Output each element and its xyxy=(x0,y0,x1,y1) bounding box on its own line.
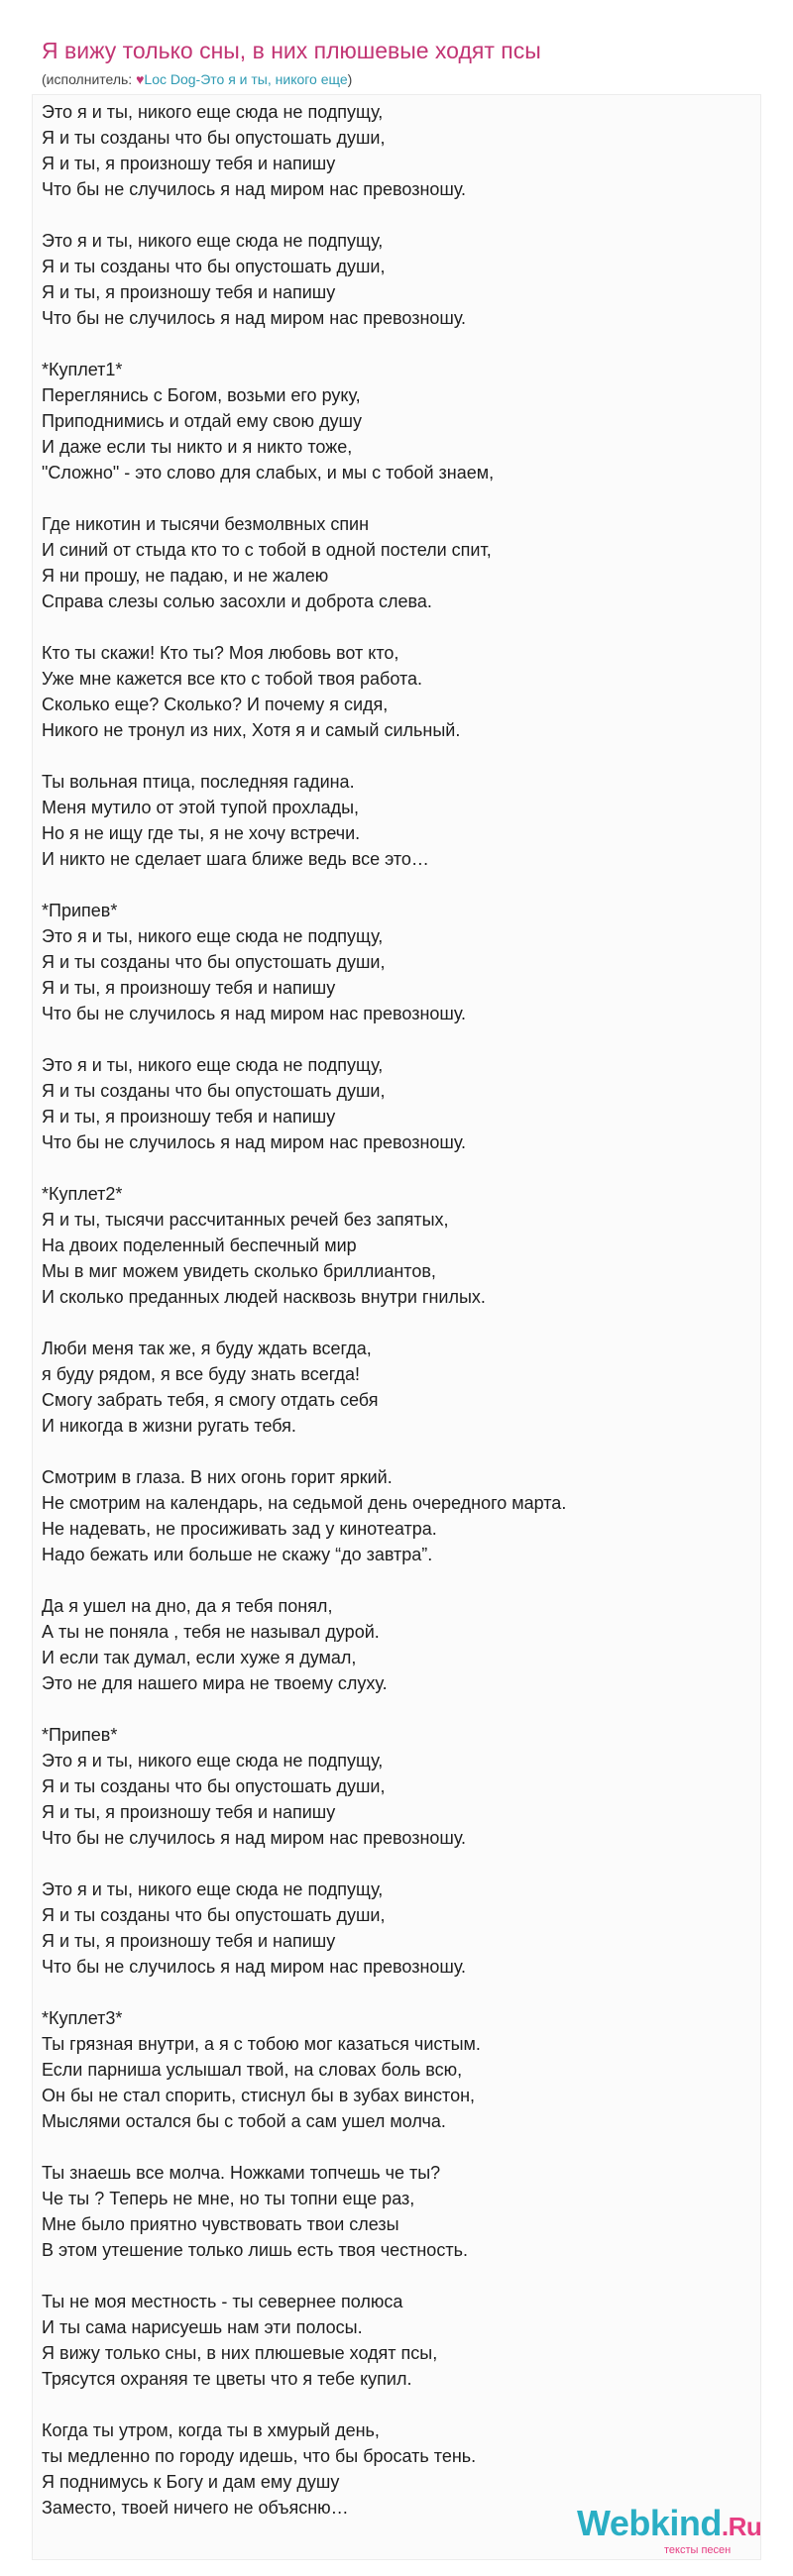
lyric-line: Мне было приятно чувствовать твои слезы xyxy=(42,2214,399,2234)
lyric-line: Что бы не случилось я над миром нас превозношу. xyxy=(42,308,467,328)
stanza-gap xyxy=(42,1980,755,2005)
lyric-line: Мы в миг можем увидеть сколько бриллиантов, xyxy=(42,1261,436,1281)
lyric-line: Я и ты, я произношу тебя и напишу xyxy=(42,978,336,998)
lyric-line: Я и ты, тысячи рассчитанных речей без запятых, xyxy=(42,1210,449,1230)
lyric-line: Я и ты, я произношу тебя и напишу xyxy=(42,282,336,302)
lyric-line: Люби меня так же, я буду ждать всегда, xyxy=(42,1339,372,1358)
lyric-line: Надо бежать или больше не скажу “до завтра”. xyxy=(42,1545,433,1564)
lyric-line: я буду рядом, я все буду знать всегда! xyxy=(42,1364,361,1384)
stanza-gap xyxy=(42,2263,755,2289)
lyric-line: Справа слезы солью засохли и доброта слева. xyxy=(42,591,432,611)
song-meta xyxy=(42,71,352,87)
lyric-line: *Припев* xyxy=(42,1725,118,1745)
lyric-line: Я и ты, я произношу тебя и напишу xyxy=(42,1107,336,1127)
meta-suffix: ) xyxy=(347,71,353,87)
lyric-line: Это не для нашего мира не твоему слуху. xyxy=(42,1673,388,1693)
stanza-gap xyxy=(42,1696,755,1722)
stanza-gap xyxy=(42,202,755,228)
lyric-line: Я и ты созданы что бы опустошать души, xyxy=(42,257,386,276)
lyric-line: Ты вольная птица, последняя гадина. xyxy=(42,772,355,792)
lyric-line: Я и ты, я произношу тебя и напишу xyxy=(42,154,336,173)
logo-wordmark xyxy=(577,2503,761,2544)
lyric-line: Уже мне кажется все кто с тобой твоя работа. xyxy=(42,669,423,689)
lyric-line: Заместо, твоей ничего не объясню… xyxy=(42,2498,349,2518)
stanza-gap xyxy=(42,1851,755,1877)
lyric-line: Я ни прошу, не падаю, и не жалею xyxy=(42,566,329,586)
lyric-line: Смотрим в глаза. В них огонь горит яркий. xyxy=(42,1467,393,1487)
stanza-gap xyxy=(42,485,755,511)
page-title: Я вижу только сны, в них плюшевые ходят псы xyxy=(42,38,541,63)
lyric-line: Да я ушел на дно, да я тебя понял, xyxy=(42,1596,333,1616)
lyric-line: И никто не сделает шага ближе ведь все это… xyxy=(42,849,429,869)
lyric-line: *Куплет3* xyxy=(42,2008,123,2028)
meta-prefix: (исполнитель: xyxy=(42,71,137,87)
lyric-line: *Куплет2* xyxy=(42,1184,123,1204)
lyric-line: В этом утешение только лишь есть твоя честность. xyxy=(42,2240,468,2260)
lyric-line: Я и ты созданы что бы опустошать души, xyxy=(42,1081,386,1101)
lyric-line: Ты не моя местность - ты севернее полюса xyxy=(42,2292,403,2311)
stanza-gap xyxy=(42,614,755,640)
lyric-line: Это я и ты, никого еще сюда не подпущу, xyxy=(42,231,384,251)
lyric-line: Ты знаешь все молча. Ножками топчешь че ты? xyxy=(42,2163,441,2183)
lyric-line: Что бы не случилось я над миром нас превозношу. xyxy=(42,1828,467,1848)
lyric-line: Что бы не случилось я над миром нас превозношу. xyxy=(42,1957,467,1977)
lyric-line: Приподнимись и отдай ему свою душу xyxy=(42,411,362,431)
lyric-line: Трясутся охраняя те цветы что я тебе купил. xyxy=(42,2369,412,2389)
stanza-gap xyxy=(42,1310,755,1336)
lyrics-text xyxy=(42,99,755,2521)
stanza-gap xyxy=(42,2134,755,2160)
lyric-line: Если парниша услышал твой, на словах боль всю, xyxy=(42,2060,463,2080)
lyric-line: Никого не тронул из них, Хотя я и самый сильный. xyxy=(42,720,461,740)
lyric-line: И никогда в жизни ругать тебя. xyxy=(42,1416,296,1436)
site-logo[interactable] xyxy=(577,2503,775,2562)
lyric-line: Где никотин и тысячи безмолвных спин xyxy=(42,514,370,534)
lyric-line: Это я и ты, никого еще сюда не подпущу, xyxy=(42,1751,384,1771)
lyric-line: И даже если ты никто и я никто тоже, xyxy=(42,437,353,457)
artist-link[interactable]: Loc Dog-Это я и ты, никого еще xyxy=(144,71,348,87)
logo-tld: .Ru xyxy=(721,2512,762,2541)
lyric-line: Мыслями остался бы с тобой а сам ушел молча. xyxy=(42,2111,446,2131)
lyric-line: А ты не поняла , тебя не называл дурой. xyxy=(42,1622,380,1642)
lyric-line: Я и ты созданы что бы опустошать души, xyxy=(42,1776,386,1796)
lyric-line: И ты сама нарисуешь нам эти полосы. xyxy=(42,2317,363,2337)
stanza-gap xyxy=(42,743,755,769)
stanza-gap xyxy=(42,1439,755,1464)
lyric-line: И сколько преданных людей насквозь внутри гнилых. xyxy=(42,1287,486,1307)
lyric-line: Ты грязная внутри, а я с тобою мог казаться чистым. xyxy=(42,2034,481,2054)
stanza-gap xyxy=(42,2392,755,2417)
lyric-line: Я и ты созданы что бы опустошать души, xyxy=(42,128,386,148)
lyric-line: Я и ты созданы что бы опустошать души, xyxy=(42,952,386,972)
lyric-line: Но я не ищу где ты, я не хочу встречи. xyxy=(42,823,361,843)
lyric-line: Что бы не случилось я над миром нас превозношу. xyxy=(42,1004,467,1023)
lyric-line: Не смотрим на календарь, на седьмой день очередного марта. xyxy=(42,1493,567,1513)
stanza-gap xyxy=(42,331,755,357)
lyric-line: Я и ты, я произношу тебя и напишу xyxy=(42,1931,336,1951)
heart-icon: ♥ xyxy=(136,71,145,87)
lyric-line: Я и ты созданы что бы опустошать души, xyxy=(42,1905,386,1925)
lyric-line: Это я и ты, никого еще сюда не подпущу, xyxy=(42,102,384,122)
lyric-line: И если так думал, если хуже я думал, xyxy=(42,1648,357,1667)
lyric-line: *Припев* xyxy=(42,901,118,920)
lyric-line: Я вижу только сны, в них плюшевые ходят псы, xyxy=(42,2343,438,2363)
lyric-line: Когда ты утром, когда ты в хмурый день, xyxy=(42,2420,380,2440)
lyric-line: Он бы не стал спорить, стиснул бы в зубах винстон, xyxy=(42,2086,476,2105)
lyric-line: Что бы не случилось я над миром нас превозношу. xyxy=(42,179,467,199)
lyric-line: Это я и ты, никого еще сюда не подпущу, xyxy=(42,1055,384,1075)
stanza-gap xyxy=(42,1567,755,1593)
lyric-line: Переглянись с Богом, возьми его руку, xyxy=(42,385,361,405)
lyric-line: Я и ты, я произношу тебя и напишу xyxy=(42,1802,336,1822)
lyric-line: Смогу забрать тебя, я смогу отдать себя xyxy=(42,1390,379,1410)
logo-name: Webkind xyxy=(577,2503,722,2543)
lyric-line: Это я и ты, никого еще сюда не подпущу, xyxy=(42,926,384,946)
lyric-line: Это я и ты, никого еще сюда не подпущу, xyxy=(42,1879,384,1899)
logo-tagline: тексты песен xyxy=(664,2544,732,2556)
lyric-line: Меня мутило от этой тупой прохлады, xyxy=(42,798,360,817)
lyric-line: Я поднимусь к Богу и дам ему душу xyxy=(42,2472,340,2492)
lyric-line: ты медленно по городу идешь, что бы бросать тень. xyxy=(42,2446,477,2466)
lyric-line: Не надевать, не просиживать зад у кинотеатра. xyxy=(42,1519,437,1539)
lyric-line: Что бы не случилось я над миром нас превозношу. xyxy=(42,1132,467,1152)
stanza-gap xyxy=(42,872,755,898)
lyric-line: Кто ты скажи! Кто ты? Моя любовь вот кто, xyxy=(42,643,399,663)
stanza-gap xyxy=(42,1026,755,1052)
lyric-line: *Куплет1* xyxy=(42,360,123,379)
lyric-line: Че ты ? Теперь не мне, но ты топни еще раз, xyxy=(42,2189,415,2208)
lyric-line: И синий от стыда кто то с тобой в одной постели спит, xyxy=(42,540,492,560)
lyric-line: Сколько еще? Сколько? И почему я сидя, xyxy=(42,695,389,714)
lyric-line: "Сложно" - это слово для слабых, и мы с тобой знаем, xyxy=(42,463,495,483)
stanza-gap xyxy=(42,1155,755,1181)
lyric-line: На двоих поделенный беспечный мир xyxy=(42,1235,357,1255)
